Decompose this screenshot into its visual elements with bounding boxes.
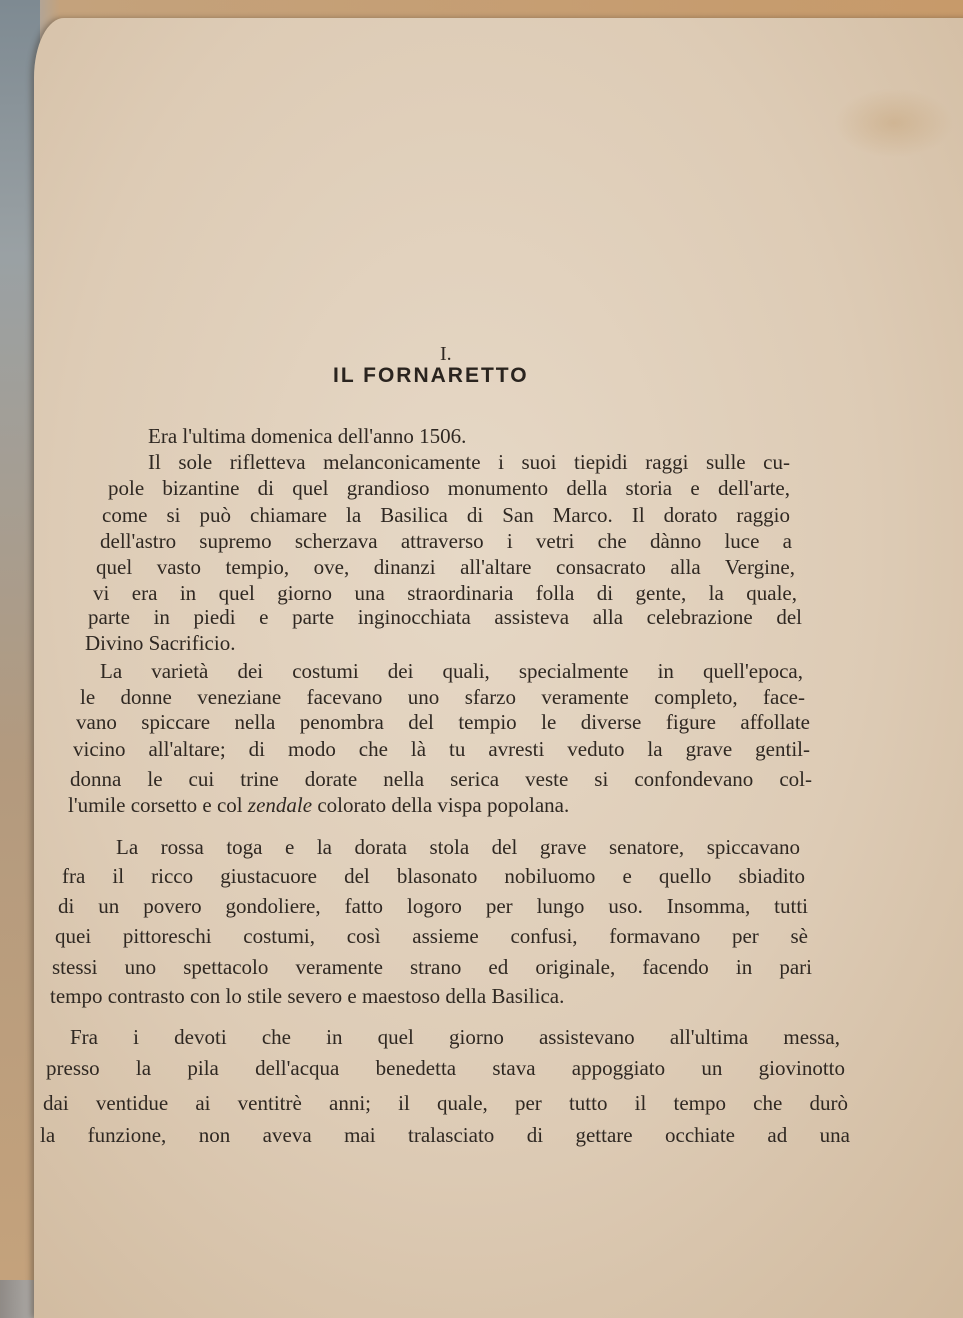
text-line: tempo contrasto con lo stile severo e maestoso della Basilica. (50, 984, 565, 1008)
chapter-number: I. (440, 343, 452, 365)
text-line: come si può chiamare la Basilica di San Marco. Il dorato raggio (102, 503, 790, 527)
text-line (68, 793, 569, 817)
text-segment: l'umile corsetto e col (68, 793, 248, 817)
text-line: La varietà dei costumi dei quali, specialmente in quell'epoca, (100, 659, 803, 683)
text-line: vi era in quel giorno una straordinaria folla di gente, la quale, (93, 581, 797, 605)
text-line: stessi uno spettacolo veramente strano ed originale, facendo in pari (52, 955, 812, 979)
text-line: fra il ricco giustacuore del blasonato nobiluomo e quello sbiadito (62, 864, 805, 888)
text-line: le donne veneziane facevano uno sfarzo veramente completo, face- (80, 685, 805, 709)
text-line: parte in piedi e parte inginocchiata assisteva alla celebrazione del (88, 605, 802, 629)
text-line: dell'astro supremo scherzava attraverso i vetri che dànno luce a (100, 529, 792, 553)
text-line: Divino Sacrificio. (85, 631, 236, 655)
text-line: donna le cui trine dorate nella serica veste si confondevano col- (70, 767, 812, 791)
text-line: vicino all'altare; di modo che là tu avresti veduto la grave gentil- (73, 737, 810, 761)
text-segment: colorato della vispa popolana. (312, 793, 570, 817)
text-line: Era l'ultima domenica dell'anno 1506. (148, 424, 467, 448)
text-line: La rossa toga e la dorata stola del grave senatore, spiccavano (116, 835, 800, 859)
paper-stain (834, 88, 954, 158)
text-line: quei pittoreschi costumi, così assieme confusi, formavano per sè (55, 924, 808, 948)
chapter-title: IL FORNARETTO (333, 364, 529, 387)
italic-word: zendale (247, 793, 313, 817)
text-line: vano spiccare nella penombra del tempio le diverse figure affollate (76, 710, 810, 734)
text-line: Fra i devoti che in quel giorno assistevano all'ultima messa, (70, 1025, 840, 1049)
text-line: la funzione, non aveva mai tralasciato di gettare occhiate ad una (40, 1123, 850, 1147)
text-line: Il sole rifletteva melanconicamente i suoi tiepidi raggi sulle cu- (148, 450, 790, 474)
text-line: quel vasto tempio, ove, dinanzi all'altare consacrato alla Vergine, (96, 555, 795, 579)
text-line: pole bizantine di quel grandioso monumento della storia e dell'arte, (108, 476, 790, 500)
text-line: di un povero gondoliere, fatto logoro per lungo uso. Insomma, tutti (58, 894, 808, 918)
text-line: dai ventidue ai ventitrè anni; il quale, per tutto il tempo che durò (43, 1091, 848, 1115)
text-line: presso la pila dell'acqua benedetta stava appoggiato un giovinotto (46, 1056, 845, 1080)
